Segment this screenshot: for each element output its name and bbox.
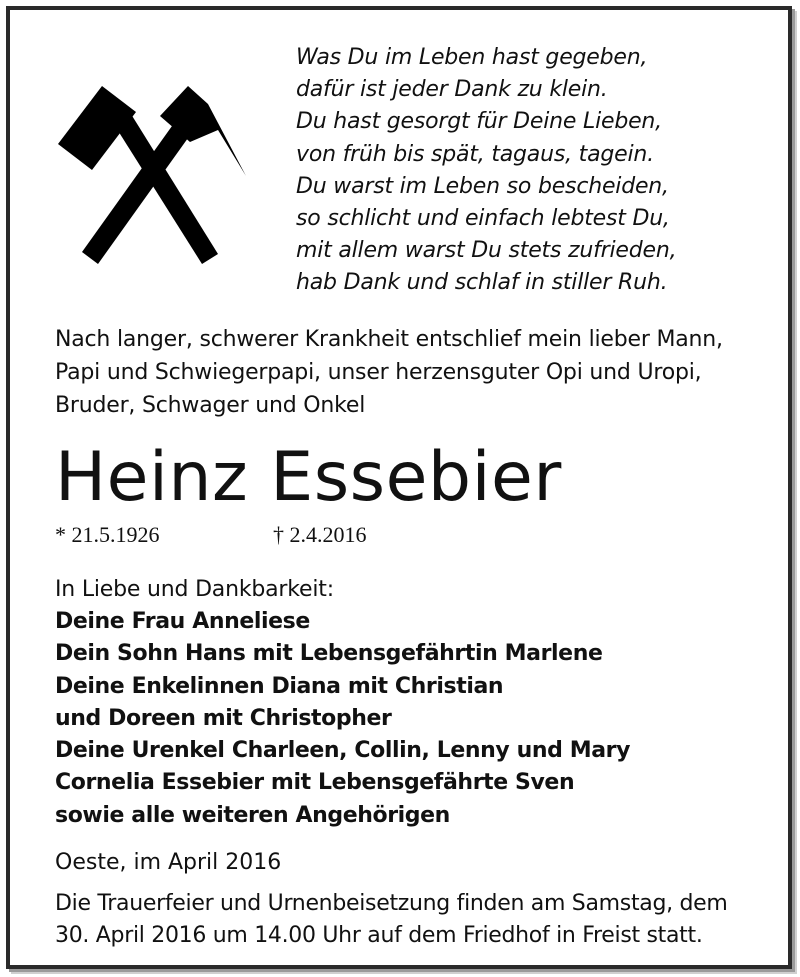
notice-frame (6, 6, 792, 969)
family-list (55, 606, 630, 832)
family-member: Deine Frau Anneliese (55, 609, 310, 634)
ceremony-info (55, 888, 728, 952)
intro-line: Papi und Schwiegerpapi, unser herzensguter Opi und Uropi, (55, 360, 702, 385)
family-member: Cornelia Essebier mit Lebensgefährte Sven (55, 770, 575, 796)
family-member: und Doreen mit Christopher (55, 705, 392, 731)
death-date: † 2.4.2016 (273, 522, 367, 547)
intro-line: Nach langer, schwerer Krankheit entschlief mein lieber Mann, (55, 327, 723, 352)
intro-line: Bruder, Schwager und Onkel (55, 393, 366, 418)
poem-line: Was Du im Leben hast gegeben, (296, 45, 648, 70)
poem-line: mit allem warst Du stets zufrieden, (296, 238, 677, 264)
poem-line: von früh bis spät, tagaus, tagein. (296, 141, 654, 167)
family-member: Deine Urenkel Charleen, Collin, Lenny und Mary (55, 738, 631, 764)
poem-line: dafür ist jeder Dank zu klein. (296, 77, 608, 103)
intro-text (55, 323, 775, 422)
place-and-date: Oeste, im April 2016 (55, 850, 282, 875)
family-member: Dein Sohn Hans mit Lebensgefährtin Marlene (55, 641, 603, 667)
hammer-and-pick-icon (58, 82, 250, 266)
family-member: Deine Enkelinnen Diana mit Christian (55, 673, 504, 699)
poem-line: Du hast gesorgt für Deine Lieben, (296, 109, 662, 135)
memorial-poem (296, 42, 776, 300)
poem-line: so schlicht und einfach lebtest Du, (296, 206, 670, 232)
ceremony-line: Die Trauerfeier und Urnenbeisetzung finden am Samstag, dem (55, 891, 728, 916)
family-heading: In Liebe und Dankbarkeit: (55, 577, 334, 602)
life-dates (55, 520, 367, 550)
family-member: sowie alle weiteren Angehörigen (55, 802, 450, 828)
poem-line: hab Dank und schlaf in stiller Ruh. (296, 270, 668, 296)
ceremony-line: 30. April 2016 um 14.00 Uhr auf dem Friedhof in Freist statt. (55, 923, 703, 948)
poem-line: Du warst im Leben so bescheiden, (296, 173, 669, 199)
deceased-name: Heinz Essebier (55, 438, 562, 517)
birth-date: * 21.5.1926 (55, 522, 160, 547)
